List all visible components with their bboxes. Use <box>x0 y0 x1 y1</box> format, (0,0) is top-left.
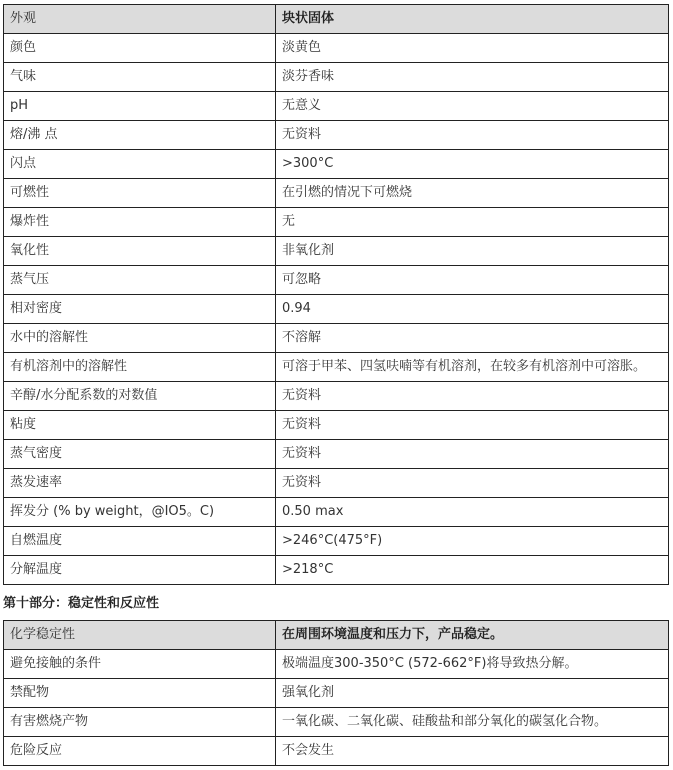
stability-reactivity-table <box>3 620 669 766</box>
table-row <box>4 324 669 353</box>
property-value: 可忽略 <box>276 266 669 295</box>
property-value: 强氧化剂 <box>276 679 669 708</box>
property-value: 0.94 <box>276 295 669 324</box>
table-row <box>4 382 669 411</box>
property-value: 0.50 max <box>276 498 669 527</box>
table-row <box>4 527 669 556</box>
property-value: 无资料 <box>276 469 669 498</box>
table-row <box>4 237 669 266</box>
property-value: >218°C <box>276 556 669 585</box>
table-row <box>4 708 669 737</box>
property-value: 极端温度300-350°C (572-662°F)将导致热分解。 <box>276 650 669 679</box>
property-label: 可燃性 <box>4 179 276 208</box>
property-label: 蒸气压 <box>4 266 276 295</box>
property-label: 挥发分 (% by weight，@IO5。C) <box>4 498 276 527</box>
property-label: 蒸发速率 <box>4 469 276 498</box>
property-value: 块状固体 <box>276 5 669 34</box>
property-value: 无资料 <box>276 382 669 411</box>
table-row <box>4 440 669 469</box>
table-row <box>4 5 669 34</box>
property-label: 爆炸性 <box>4 208 276 237</box>
table-row <box>4 121 669 150</box>
property-label: 粘度 <box>4 411 276 440</box>
property-value: 无 <box>276 208 669 237</box>
table-row <box>4 621 669 650</box>
physical-properties-table <box>3 4 669 585</box>
table-row <box>4 63 669 92</box>
property-label: 熔/沸 点 <box>4 121 276 150</box>
table-row <box>4 266 669 295</box>
table-row <box>4 469 669 498</box>
property-value: 可溶于甲苯、四氢呋喃等有机溶剂，在较多有机溶剂中可溶胀。 <box>276 353 669 382</box>
property-value: 无资料 <box>276 411 669 440</box>
table-row <box>4 411 669 440</box>
property-label: 氧化性 <box>4 237 276 266</box>
property-label: 外观 <box>4 5 276 34</box>
property-value: 在周围环境温度和压力下，产品稳定。 <box>276 621 669 650</box>
table-row <box>4 737 669 766</box>
property-value: 无资料 <box>276 440 669 469</box>
table-row <box>4 92 669 121</box>
table-row <box>4 556 669 585</box>
property-value: 一氧化碳、二氧化碳、硅酸盐和部分氧化的碳氢化合物。 <box>276 708 669 737</box>
property-label: 有机溶剂中的溶解性 <box>4 353 276 382</box>
physical-properties-body <box>4 5 669 585</box>
property-label: pH <box>4 92 276 121</box>
section-title: 第十部分：稳定性和反应性 <box>3 596 160 611</box>
property-label: 水中的溶解性 <box>4 324 276 353</box>
table-row <box>4 295 669 324</box>
table-row <box>4 679 669 708</box>
property-label: 蒸气密度 <box>4 440 276 469</box>
property-label: 避免接触的条件 <box>4 650 276 679</box>
table-row <box>4 179 669 208</box>
property-value: >300°C <box>276 150 669 179</box>
property-label: 气味 <box>4 63 276 92</box>
property-value: 在引燃的情况下可燃烧 <box>276 179 669 208</box>
property-label: 自燃温度 <box>4 527 276 556</box>
table-row <box>4 208 669 237</box>
property-value: >246°C(475°F) <box>276 527 669 556</box>
property-label: 化学稳定性 <box>4 621 276 650</box>
property-label: 相对密度 <box>4 295 276 324</box>
property-label: 有害燃烧产物 <box>4 708 276 737</box>
table-row <box>4 353 669 382</box>
property-value: 不溶解 <box>276 324 669 353</box>
stability-reactivity-body <box>4 621 669 766</box>
property-label: 禁配物 <box>4 679 276 708</box>
property-label: 分解温度 <box>4 556 276 585</box>
property-value: 不会发生 <box>276 737 669 766</box>
property-value: 非氧化剂 <box>276 237 669 266</box>
property-label: 闪点 <box>4 150 276 179</box>
table-row <box>4 498 669 527</box>
property-label: 危险反应 <box>4 737 276 766</box>
table-row <box>4 150 669 179</box>
property-value: 无意义 <box>276 92 669 121</box>
table-row <box>4 650 669 679</box>
property-label: 颜色 <box>4 34 276 63</box>
property-value: 淡芬香味 <box>276 63 669 92</box>
property-value: 淡黄色 <box>276 34 669 63</box>
property-label: 辛醇/水分配系数的对数值 <box>4 382 276 411</box>
property-value: 无资料 <box>276 121 669 150</box>
table-row <box>4 34 669 63</box>
